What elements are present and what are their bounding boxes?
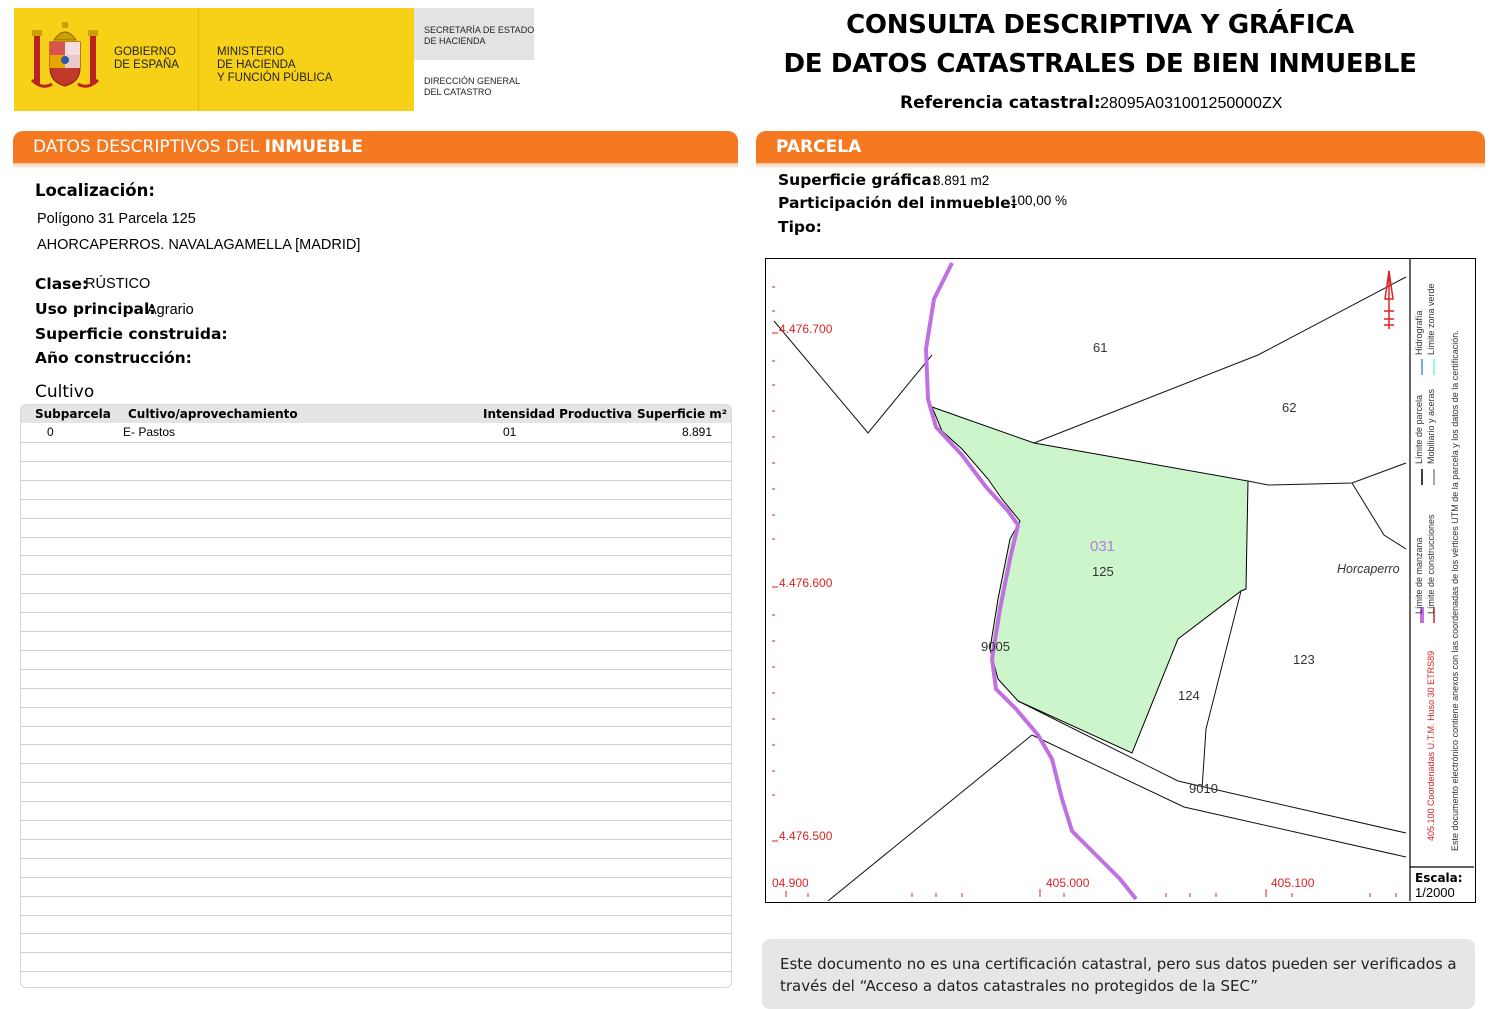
section-header-parcela: PARCELA <box>756 131 1485 163</box>
ref-label: Referencia catastral: <box>900 93 1101 113</box>
table-row-separator <box>21 612 731 613</box>
page-title-line1: CONSULTA DESCRIPTIVA Y GRÁFICA <box>846 10 1354 40</box>
table-row-separator <box>21 896 731 897</box>
table-row-separator <box>21 782 731 783</box>
parcel-label-62: 62 <box>1282 400 1297 415</box>
legend-column-5 <box>1414 310 1424 356</box>
legend-doc-note-text: Este documento electrónico contiene anexos con las coordenadas de los vértices UTM de la parcela y los datos de la certificación. <box>1450 330 1460 851</box>
legend-column-1 <box>1414 537 1424 615</box>
table-row-separator <box>21 555 731 556</box>
col-intensidad: Intensidad Productiva <box>483 407 633 421</box>
legend-parcela: Límite de parcela <box>1414 394 1424 464</box>
scale-label: Escala: <box>1415 871 1463 885</box>
col-subparcela: Subparcela <box>35 407 111 421</box>
localizacion-line2: AHORCAPERROS. NAVALAGAMELLA [MADRID] <box>37 237 361 253</box>
cadastral-map <box>765 258 1476 903</box>
legend-construcciones: Límite de construcciones <box>1426 514 1436 614</box>
participacion-label: Participación del inmueble: <box>778 194 1017 212</box>
participacion-value: 100,00 % <box>1010 193 1068 208</box>
legend-manzana: Límite de manzana <box>1414 537 1424 614</box>
table-row-separator <box>21 744 731 745</box>
north-arrow-icon <box>1384 271 1394 329</box>
table-row-separator <box>21 631 731 632</box>
gov-line1: GOBIERNO <box>114 46 176 58</box>
legend-hidrografia: Hidrografía <box>1414 310 1424 355</box>
min-line3: Y FUNCIÓN PÚBLICA <box>217 72 333 84</box>
legend-doc-note <box>1450 330 1460 852</box>
sec-line1: SECRETARÍA DE ESTADO <box>424 25 535 35</box>
table-row-separator <box>21 461 731 462</box>
table-row-separator <box>21 537 731 538</box>
table-row-separator <box>21 839 731 840</box>
dir-line1: DIRECCIÓN GENERAL <box>424 76 521 86</box>
sup-grafica-value: 8.891 m2 <box>933 173 990 188</box>
table-row-separator <box>21 952 731 953</box>
notice-line1: Este documento no es una certificación catastral, pero sus datos pueden ser verificados a <box>780 955 1457 973</box>
table-row-separator <box>21 763 731 764</box>
parcel-label-9005: 9005 <box>981 639 1010 654</box>
localizacion-line1: Polígono 31 Parcela 125 <box>37 211 196 227</box>
x-label-3: 405.100 <box>1271 876 1315 890</box>
section-shadow-right <box>756 163 1485 169</box>
table-row-separator <box>21 820 731 821</box>
tipo-label: Tipo: <box>778 218 822 236</box>
polygon-label-031: 031 <box>1090 538 1116 555</box>
table-row-separator <box>21 858 731 859</box>
table-row-separator <box>21 650 731 651</box>
parcel-label-124: 124 <box>1178 688 1200 703</box>
disclaimer-notice <box>762 939 1475 1009</box>
table-row-separator <box>21 933 731 934</box>
table-row-separator <box>21 574 731 575</box>
cell-subparcela: 0 <box>47 425 54 439</box>
sup-grafica-label: Superficie gráfica: <box>778 171 938 189</box>
legend-column-6 <box>1426 283 1436 356</box>
coat-of-arms-icon <box>28 20 102 98</box>
table-row-separator <box>21 499 731 500</box>
table-row-separator <box>21 518 731 519</box>
col-cultivo: Cultivo/aprovechamiento <box>128 407 298 421</box>
table-header <box>21 405 731 423</box>
scale-value: 1/2000 <box>1415 885 1455 900</box>
page-title-line2: DE DATOS CATASTRALES DE BIEN INMUEBLE <box>783 49 1417 79</box>
legend-column-2 <box>1426 514 1436 615</box>
map-drawing <box>766 259 1474 901</box>
section-title-bold: INMUEBLE <box>264 137 363 157</box>
clase-value: RÚSTICO <box>85 276 151 292</box>
secretaria-name <box>424 25 534 46</box>
ministry-name <box>217 46 332 85</box>
col-superficie: Superficie m² <box>637 407 728 421</box>
uso-label: Uso principal: <box>35 300 156 318</box>
localizacion-label: Localización: <box>35 181 155 200</box>
parcel-label-9010: 9010 <box>1189 781 1218 796</box>
y-label-3: 4.476.500 <box>779 829 833 843</box>
parcel-label-125: 125 <box>1092 564 1114 579</box>
cell-superficie: 8.891 <box>682 425 713 439</box>
parcel-label-123: 123 <box>1293 652 1315 667</box>
table-row-separator <box>21 801 731 802</box>
table-row-separator <box>21 726 731 727</box>
section-shadow <box>13 163 738 169</box>
table-row <box>21 423 731 441</box>
uso-value: Agrario <box>147 302 194 318</box>
table-row-separator <box>21 480 731 481</box>
sup-construida-label: Superficie construida: <box>35 325 228 343</box>
cell-intensidad: 01 <box>503 425 517 439</box>
y-label-1: 4.476.700 <box>779 322 833 336</box>
anio-label: Año construcción: <box>35 349 192 367</box>
legend-column-3 <box>1414 394 1424 465</box>
section-title-normal: DATOS DESCRIPTIVOS DEL <box>33 137 265 157</box>
section-header-datos <box>13 131 738 163</box>
parcel-label-61: 61 <box>1093 340 1108 355</box>
cell-cultivo: E- Pastos <box>123 425 176 439</box>
legend-zona-verde: Límite zona verde <box>1426 283 1436 355</box>
parcel-125-area <box>932 407 1248 753</box>
table-row-separator <box>21 707 731 708</box>
table-row-separator <box>21 442 731 443</box>
clase-label: Clase: <box>35 275 89 293</box>
min-line2: DE HACIENDA <box>217 59 296 71</box>
x-label-2: 405.000 <box>1046 876 1090 890</box>
y-label-2: 4.476.600 <box>779 576 833 590</box>
table-row-separator <box>21 688 731 689</box>
cultivo-table <box>20 404 732 988</box>
legend-column-4 <box>1426 388 1436 465</box>
legend-mobiliario: Mobiliario y aceras <box>1426 388 1436 464</box>
direccion-name <box>424 76 520 97</box>
place-name: Horcaperro <box>1337 562 1400 576</box>
logo-divider <box>198 8 199 111</box>
dir-line2: DEL CATASTRO <box>424 86 492 97</box>
cultivo-title: Cultivo <box>35 382 95 402</box>
gov-name <box>114 46 179 72</box>
table-row-separator <box>21 877 731 878</box>
notice-line2: través del “Acceso a datos catastrales no protegidos de la SEC” <box>780 977 1259 995</box>
legend-coords <box>1426 650 1436 842</box>
sec-line2: DE HACIENDA <box>424 35 486 46</box>
ref-value: 28095A031001250000ZX <box>1100 95 1283 112</box>
table-row-separator <box>21 593 731 594</box>
min-line1: MINISTERIO <box>217 46 285 58</box>
table-row-separator <box>21 971 731 972</box>
legend-coords-text: 405.100 Coordenadas U.T.M. Huso 30 ETRS89 <box>1426 650 1436 841</box>
table-row-separator <box>21 915 731 916</box>
gov-line2: DE ESPAÑA <box>114 59 179 71</box>
table-row-separator <box>21 669 731 670</box>
x-label-1: 04.900 <box>772 876 809 890</box>
